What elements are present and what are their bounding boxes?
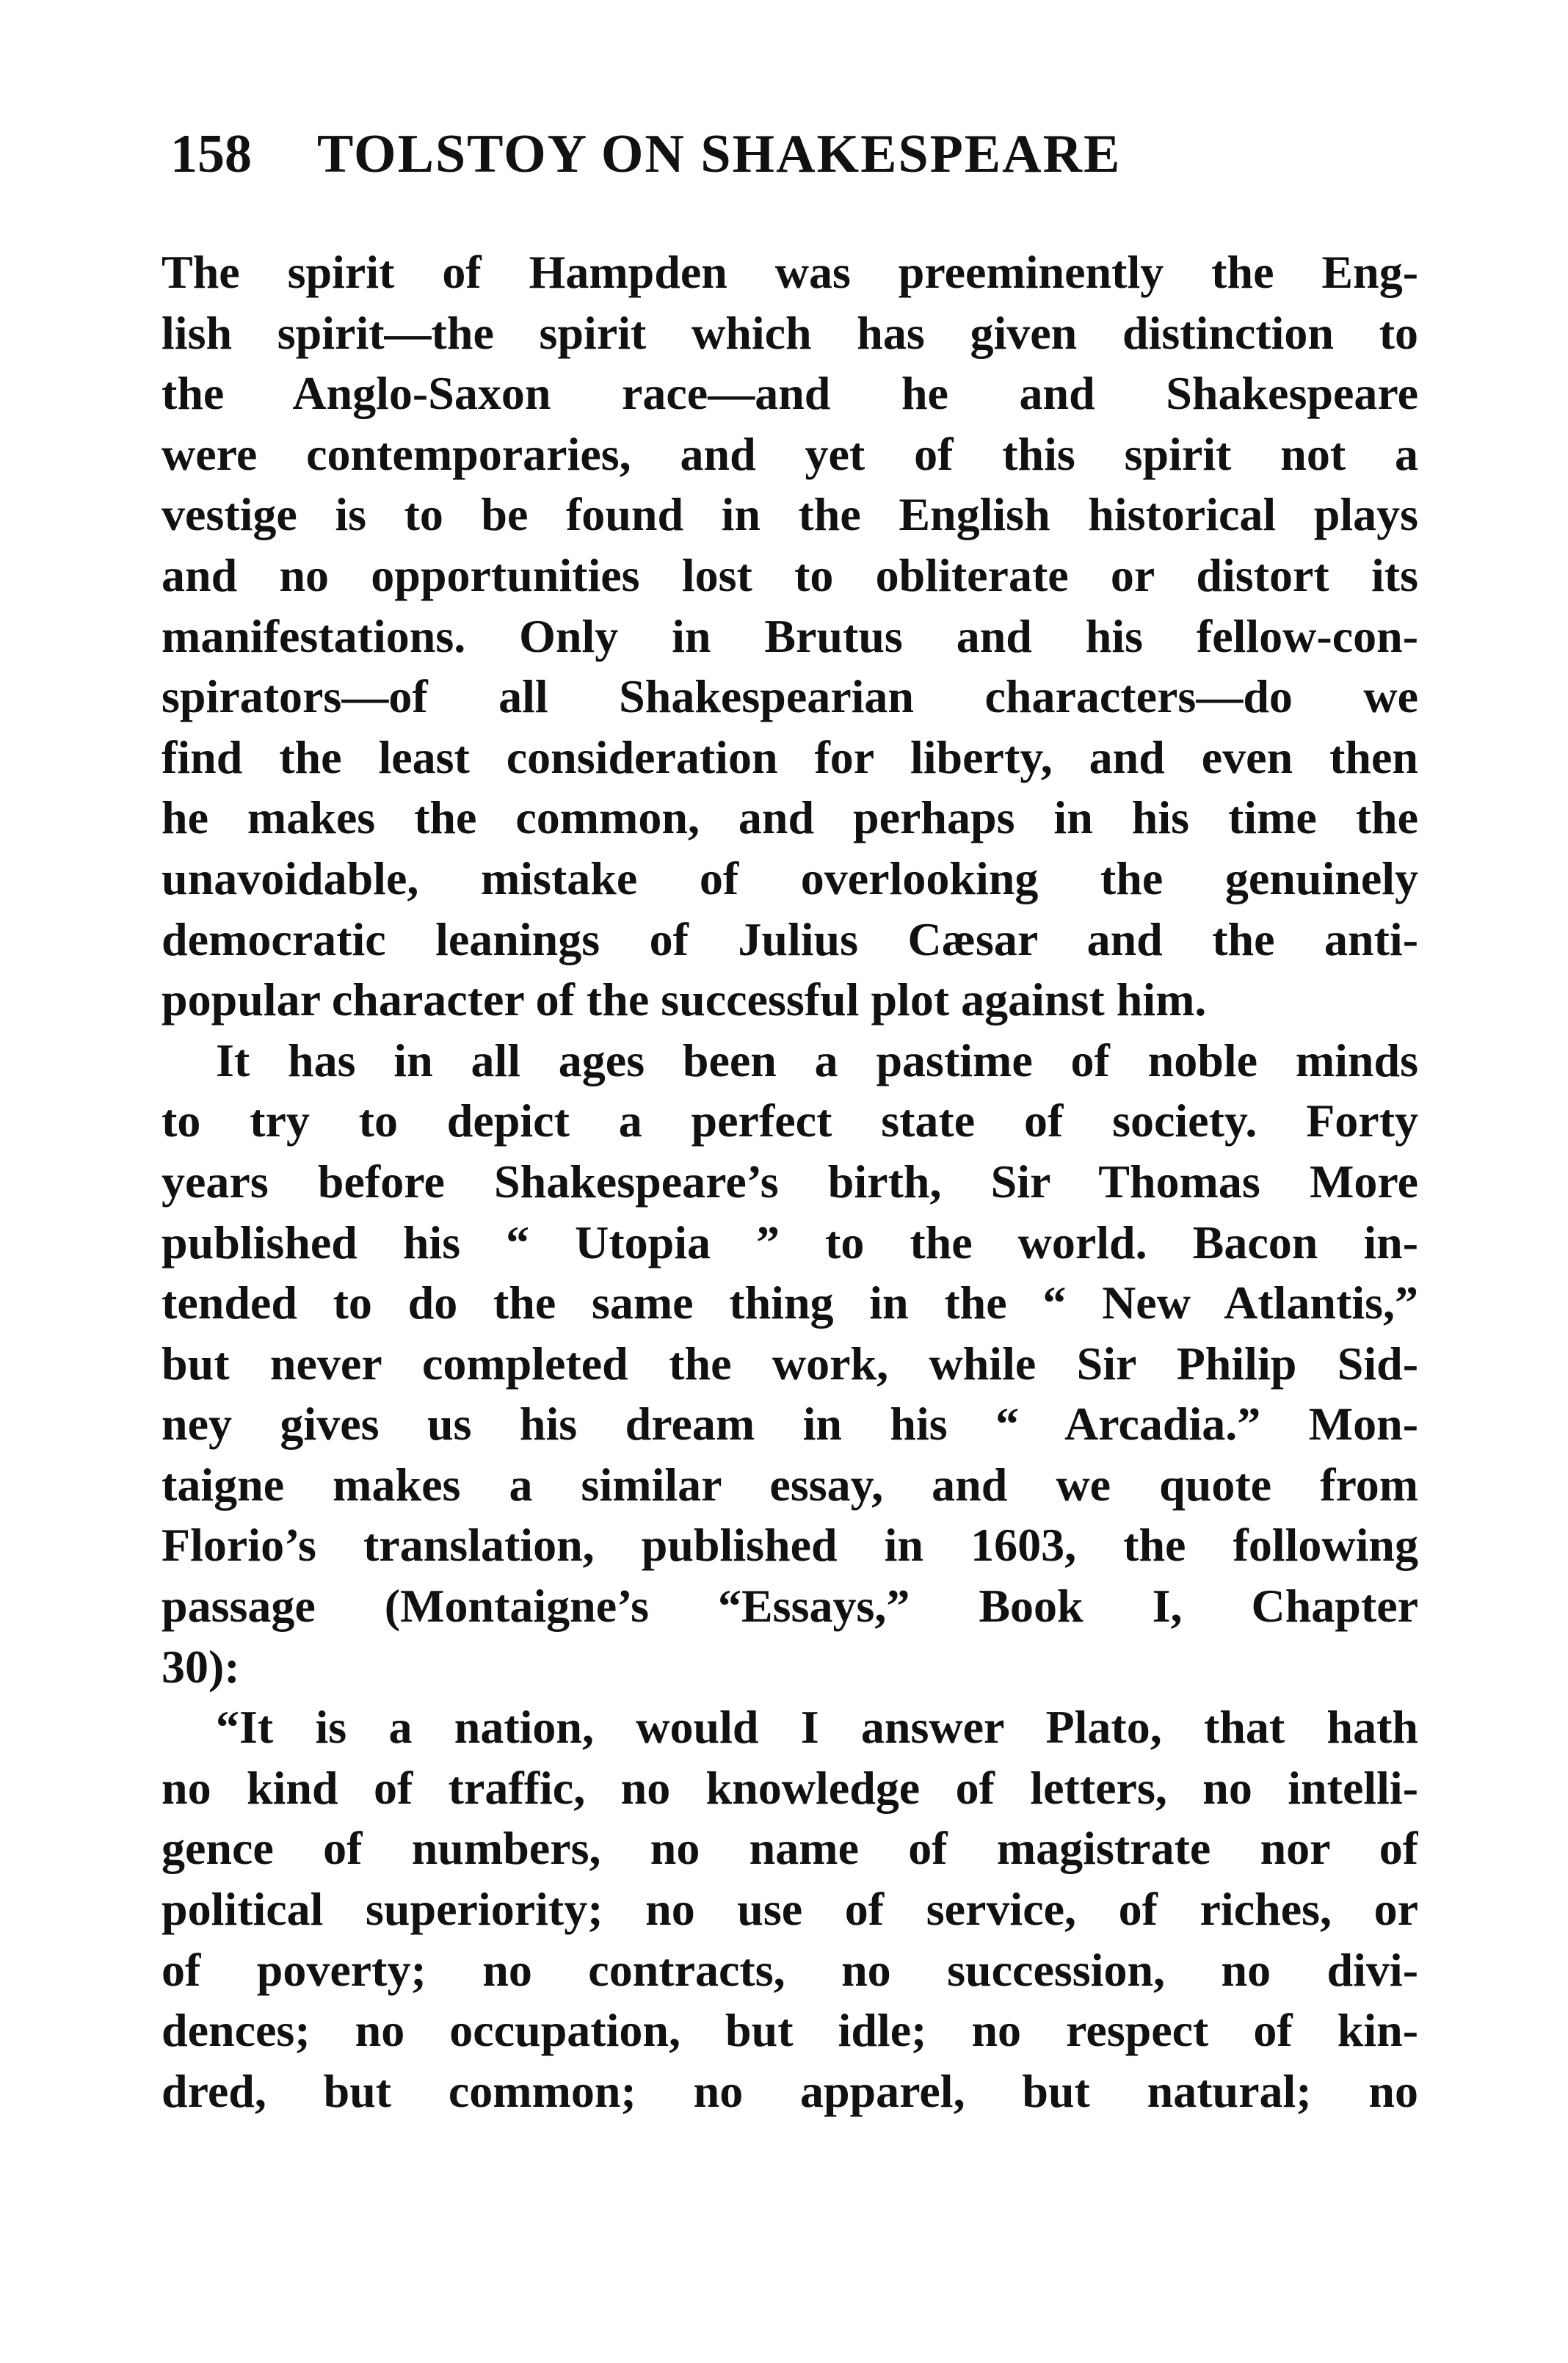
- text-line: political superiority; no use of service, of riches, or: [161, 1883, 1418, 1936]
- text-line: no kind of traffic, no knowledge of letters, no intelli-: [161, 1761, 1418, 1814]
- text-line: gence of numbers, no name of magistrate nor of: [161, 1822, 1418, 1875]
- body-text: [161, 242, 1418, 2121]
- running-title: TOLSTOY ON SHAKESPEARE: [317, 124, 1122, 184]
- text-line: to try to depict a perfect state of society. Forty: [161, 1095, 1418, 1147]
- text-line: and no opportunities lost to obliterate or distort its: [161, 548, 1418, 601]
- text-line: unavoidable, mistake of overlooking the genuinely: [161, 852, 1418, 904]
- text-line: spirators—of all Shakespearian characters—do we: [161, 670, 1418, 723]
- text-line: tended to do the same thing in the “ New Atlantis,”: [161, 1277, 1418, 1329]
- text-line: published his “ Utopia ” to the world. Bacon in-: [161, 1216, 1418, 1268]
- text-line: the Anglo-Saxon race—and he and Shakespeare: [161, 367, 1418, 420]
- text-line: 30):: [161, 1640, 240, 1693]
- text-line: popular character of the successful plot against him.: [161, 973, 1207, 1026]
- text-line: dred, but common; no apparel, but natural; no: [161, 2064, 1418, 2117]
- running-head: [170, 117, 1418, 191]
- text-line: but never completed the work, while Sir Philip Sid-: [161, 1337, 1418, 1390]
- text-line: The spirit of Hampden was preeminently the Eng-: [161, 246, 1418, 298]
- text-line: manifestations. Only in Brutus and his fellow-con-: [161, 609, 1418, 662]
- text-line: It has in all ages been a pastime of noble minds: [216, 1034, 1418, 1086]
- text-line: “It is a nation, would I answer Plato, that hath: [216, 1701, 1418, 1754]
- text-line: he makes the common, and perhaps in his time the: [161, 791, 1418, 844]
- text-line: ney gives us his dream in his “ Arcadia.” Mon-: [161, 1398, 1418, 1451]
- text-line: years before Shakespeare’s birth, Sir Thomas More: [161, 1155, 1418, 1208]
- text-line: dences; no occupation, but idle; no respect of kin-: [161, 2004, 1418, 2057]
- page-number: 158: [170, 124, 252, 184]
- text-line: lish spirit—the spirit which has given distinction to: [161, 306, 1418, 359]
- text-line: vestige is to be found in the English historical plays: [161, 488, 1418, 541]
- text-line: of poverty; no contracts, no succession, no divi-: [161, 1943, 1418, 1996]
- text-line: passage (Montaigne’s “Essays,” Book I, Chapter: [161, 1580, 1418, 1633]
- text-line: Florio’s translation, published in 1603, the following: [161, 1519, 1418, 1572]
- text-line: find the least consideration for liberty, and even then: [161, 730, 1418, 783]
- text-line: taigne makes a similar essay, and we quote from: [161, 1458, 1418, 1511]
- text-line: were contemporaries, and yet of this spirit not a: [161, 427, 1418, 480]
- text-line: democratic leanings of Julius Cæsar and the anti-: [161, 912, 1418, 965]
